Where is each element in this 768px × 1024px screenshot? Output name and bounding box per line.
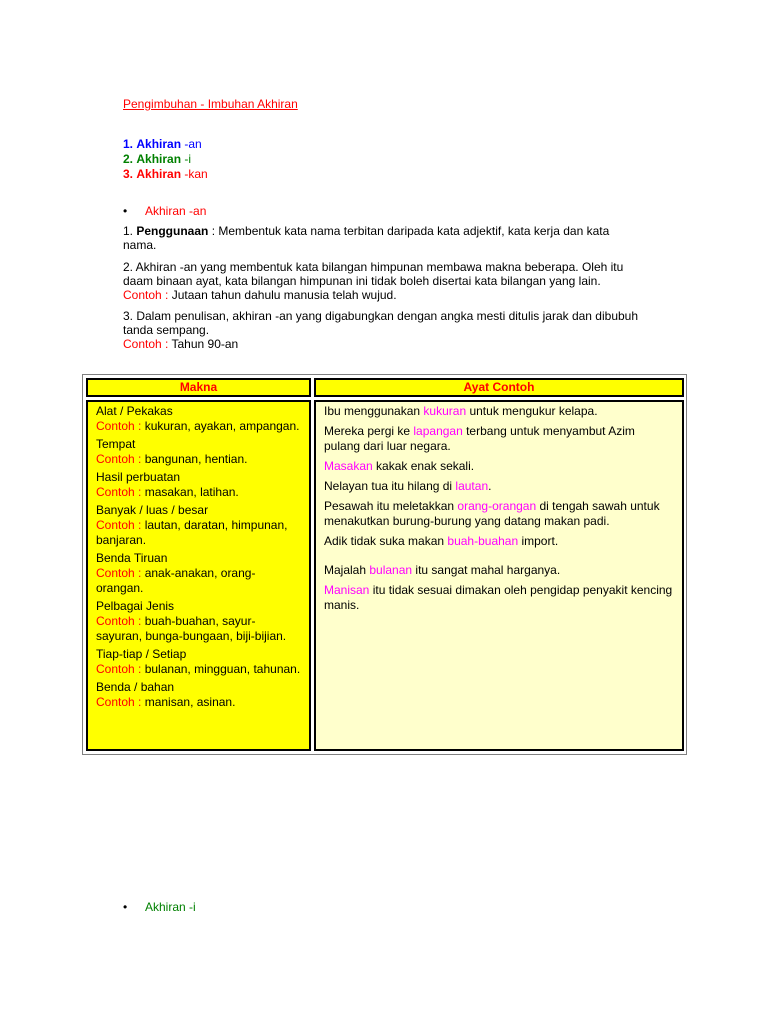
- makna-name: Benda / bahan: [96, 680, 175, 694]
- bullet-icon: •: [123, 900, 128, 914]
- paragraph-number: 1.: [123, 224, 137, 238]
- makna-item: [96, 647, 301, 677]
- makna-item: [96, 404, 301, 434]
- paragraph-text: 3. Dalam penulisan, akhiran -an yang digabungkan dengan angka mesti ditulis jarak dan dibubuh tanda sempang.: [123, 309, 639, 337]
- contoh-label: Contoh :: [96, 452, 142, 466]
- toc-number: 2.: [123, 152, 134, 166]
- makna-name: Benda Tiruan: [96, 551, 168, 565]
- paragraph-kata-bilangan: [123, 260, 643, 302]
- makna-name: Alat / Pekakas: [96, 404, 173, 418]
- toc-label: Akhiran: [136, 137, 182, 151]
- toc-item-1[interactable]: [123, 137, 208, 152]
- ayat-contoh-column: [314, 400, 684, 751]
- contoh-label: Contoh :: [96, 614, 142, 628]
- makna-item: [96, 680, 301, 710]
- example-words: manisan, asinan.: [141, 695, 236, 709]
- toc-item-2[interactable]: [123, 152, 208, 167]
- toc-suffix: -an: [184, 137, 202, 151]
- sentence-text: Pesawah itu meletakkan: [324, 499, 458, 513]
- makna-item: [96, 470, 301, 500]
- toc-number: 1.: [123, 137, 134, 151]
- makna-name: Hasil perbuatan: [96, 470, 181, 484]
- section-heading-akhiran-i: [123, 900, 196, 914]
- paragraph-text: 2. Akhiran -an yang membentuk kata bilangan himpunan membawa makna beberapa. Oleh itu daam binaan ayat, kata bilangan himpunan ini tidak boleh disertai kata bilangan yang lain.: [123, 260, 624, 288]
- example-words: bulanan, mingguan, tahunan.: [141, 662, 301, 676]
- highlighted-word: Manisan: [324, 583, 370, 597]
- makna-example: [96, 566, 301, 596]
- example-sentence: [324, 583, 674, 613]
- highlighted-word: kukuran: [423, 404, 467, 418]
- example-sentence: [324, 479, 674, 494]
- highlighted-word: buah-buahan: [447, 534, 519, 548]
- sentence-text: terbang untuk menyambut Azim pulang dari luar negara.: [324, 424, 635, 453]
- example-sentence: [324, 534, 674, 549]
- example-text: Jutaan tahun dahulu manusia telah wujud.: [168, 288, 397, 302]
- example-sentence: [324, 499, 674, 529]
- toc-label: Akhiran: [136, 167, 182, 181]
- contoh-label: Contoh :: [96, 566, 142, 580]
- sentence-text: untuk mengukur kelapa.: [466, 404, 598, 418]
- sentence-text: kakak enak sekali.: [372, 459, 475, 473]
- highlighted-word: Masakan: [324, 459, 373, 473]
- makna-example: [96, 452, 301, 467]
- example-words: bangunan, hentian.: [141, 452, 248, 466]
- example-words: anak-anakan, orang-orangan.: [96, 566, 256, 595]
- makna-item: [96, 437, 301, 467]
- example-words: lautan, daratan, himpunan, banjaran.: [96, 518, 288, 547]
- makna-name: Pelbagai Jenis: [96, 599, 175, 613]
- makna-item: [96, 551, 301, 596]
- table-of-contents: [123, 137, 208, 182]
- makna-example: [96, 614, 301, 644]
- paragraph-text: : Membentuk kata nama terbitan daripada kata adjektif, kata kerja dan kata nama.: [123, 224, 610, 252]
- makna-name: Tempat: [96, 437, 136, 451]
- toc-item-3[interactable]: [123, 167, 208, 182]
- example-sentence: [324, 404, 674, 419]
- contoh-label: Contoh :: [96, 419, 142, 433]
- example-line: [123, 337, 643, 351]
- bullet-icon: •: [123, 204, 128, 218]
- sentence-text: import.: [518, 534, 559, 548]
- example-sentence: [324, 459, 674, 474]
- section-heading-akhiran-an: [123, 204, 206, 218]
- sentence-text: .: [488, 479, 492, 493]
- makna-name: Tiap-tiap / Setiap: [96, 647, 187, 661]
- toc-label: Akhiran: [136, 152, 182, 166]
- makna-item: [96, 503, 301, 548]
- makna-item: [96, 599, 301, 644]
- sentence-text: Majalah: [324, 563, 370, 577]
- sentence-text: Ibu menggunakan: [324, 404, 424, 418]
- penggunaan-label: Penggunaan: [136, 224, 209, 238]
- contoh-label: Contoh :: [123, 337, 169, 351]
- makna-name: Banyak / luas / besar: [96, 503, 209, 517]
- highlighted-word: lautan: [455, 479, 489, 493]
- highlighted-word: bulanan: [369, 563, 413, 577]
- example-words: buah-buahan, sayur-sayuran, bunga-bungaan, biji-bijian.: [96, 614, 287, 643]
- sentence-text: di tengah sawah untuk menakutkan burung-burung yang datang makan padi.: [324, 499, 660, 528]
- makna-example: [96, 485, 301, 500]
- example-line: [123, 288, 643, 302]
- contoh-label: Contoh :: [96, 695, 142, 709]
- section-heading-label: Akhiran -i: [145, 900, 196, 914]
- page-title: Pengimbuhan - Imbuhan Akhiran: [123, 97, 298, 111]
- toc-suffix: -i: [184, 152, 192, 166]
- contoh-label: Contoh :: [123, 288, 169, 302]
- example-words: masakan, latihan.: [141, 485, 239, 499]
- makna-example: [96, 518, 301, 548]
- example-sentence: [324, 424, 674, 454]
- paragraph-penggunaan: [123, 224, 643, 252]
- makna-table: [82, 374, 687, 755]
- contoh-label: Contoh :: [96, 485, 142, 499]
- highlighted-word: lapangan: [413, 424, 463, 438]
- example-sentence: [324, 563, 674, 578]
- sentence-text: Nelayan tua itu hilang di: [324, 479, 456, 493]
- table-header-makna: Makna: [86, 378, 311, 397]
- makna-example: [96, 695, 301, 710]
- sentence-text: itu tidak sesuai dimakan oleh pengidap penyakit kencing manis.: [324, 583, 673, 612]
- section-heading-label: Akhiran -an: [145, 204, 207, 218]
- makna-example: [96, 419, 301, 434]
- example-words: kukuran, ayakan, ampangan.: [141, 419, 300, 433]
- toc-number: 3.: [123, 167, 134, 181]
- paragraph-penulisan: [123, 309, 643, 351]
- makna-column: [86, 400, 311, 751]
- toc-suffix: -kan: [184, 167, 208, 181]
- example-text: Tahun 90-an: [168, 337, 239, 351]
- contoh-label: Contoh :: [96, 518, 142, 532]
- highlighted-word: orang-orangan: [457, 499, 537, 513]
- contoh-label: Contoh :: [96, 662, 142, 676]
- sentence-text: Adik tidak suka makan: [324, 534, 448, 548]
- sentence-text: Mereka pergi ke: [324, 424, 414, 438]
- table-header-ayat-contoh: Ayat Contoh: [314, 378, 684, 397]
- sentence-text: itu sangat mahal harganya.: [412, 563, 561, 577]
- makna-example: [96, 662, 301, 677]
